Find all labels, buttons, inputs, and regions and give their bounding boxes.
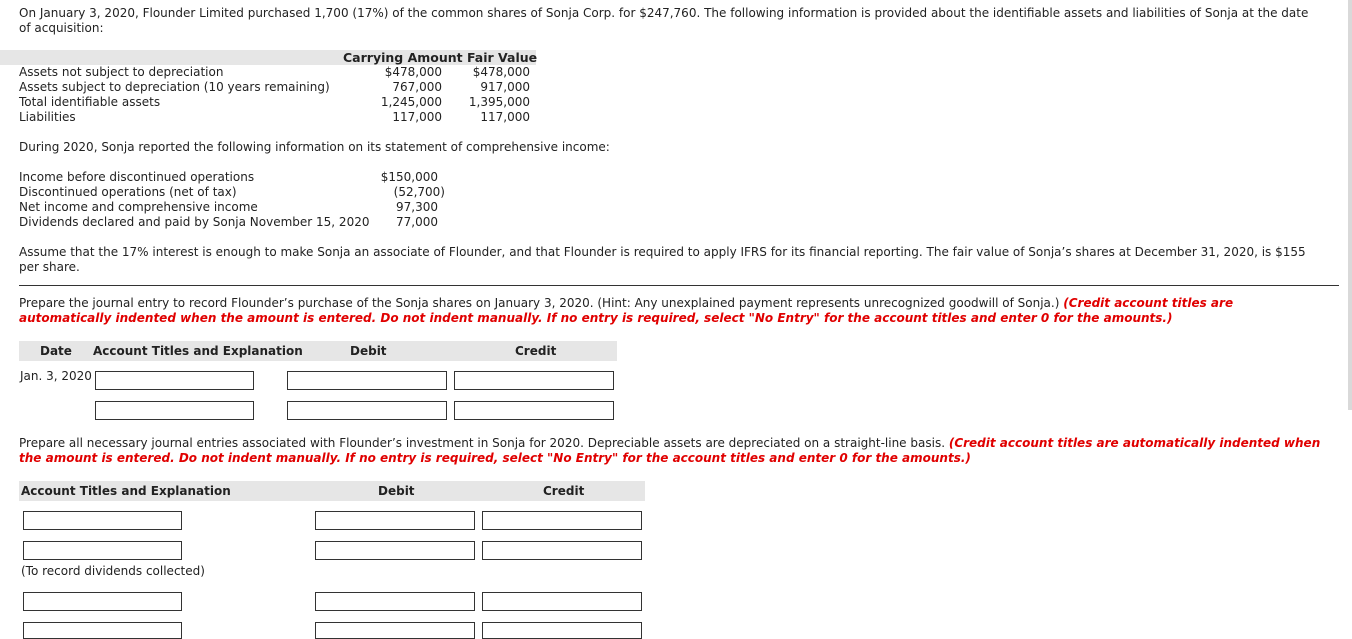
account-title-input[interactable] [23, 511, 182, 530]
during-text: During 2020, Sonja reported the following information on its statement of comprehensive income: [19, 140, 610, 154]
income-row-label: Income before discontinued operations [19, 170, 255, 184]
col-fair-value: Fair Value [467, 50, 538, 65]
income-row-value: 77,000 [396, 215, 438, 229]
entry-date: Jan. 3, 2020 [20, 369, 92, 383]
row-fair: 117,000 [480, 110, 530, 124]
row-fair: 917,000 [480, 80, 530, 94]
debit-input[interactable] [287, 401, 447, 420]
account-title-input[interactable] [95, 371, 254, 390]
credit-input[interactable] [482, 592, 642, 611]
entry-note: (To record dividends collected) [21, 564, 205, 578]
row-label: Liabilities [19, 110, 76, 124]
credit-input[interactable] [454, 401, 614, 420]
debit-input[interactable] [315, 622, 475, 639]
income-row-label: Net income and comprehensive income [19, 200, 258, 214]
account-title-input[interactable] [95, 401, 254, 420]
row-label: Assets not subject to depreciation [19, 65, 224, 79]
q2-note-2: the amount is entered. Do not indent manually. If no entry is required, select "No Entry" for the account titles and enter 0 for the amounts.) [19, 451, 971, 465]
q2-text: Prepare all necessary journal entries associated with Flounder’s investment in Sonja for 2020. Depreciable assets are depreciated on a straight-line basis. [19, 436, 949, 450]
account-title-input[interactable] [23, 541, 182, 560]
debit-input[interactable] [315, 511, 475, 530]
intro-text [19, 6, 1308, 36]
row-carrying: 1,245,000 [380, 95, 442, 109]
assume-line-2: per share. [19, 260, 80, 274]
row-label: Assets subject to depreciation (10 years remaining) [19, 80, 330, 94]
col-credit: Credit [515, 344, 557, 358]
q1-text: Prepare the journal entry to record Flounder’s purchase of the Sonja shares on January 3, 2020. (Hint: Any unexplained payment represents unrecognized goodwill of Sonja.) [19, 296, 1064, 310]
row-carrying: 767,000 [392, 80, 442, 94]
credit-input[interactable] [482, 541, 642, 560]
row-carrying: $478,000 [384, 65, 442, 79]
question-2-instructions [19, 436, 1320, 466]
row-label: Total identifiable assets [19, 95, 161, 109]
col-account-titles: Account Titles and Explanation [21, 484, 231, 498]
q1-note-1: (Credit account titles are [1063, 296, 1234, 310]
intro-line-2: of acquisition: [19, 21, 104, 35]
col-debit: Debit [350, 344, 387, 358]
journal-1-header [19, 341, 617, 361]
q1-note-2: automatically indented when the amount is entered. Do not indent manually. If no entry is required, select "No Entry" for the account titles and enter 0 for the amounts.) [19, 311, 1173, 325]
assume-line-1: Assume that the 17% interest is enough to make Sonja an associate of Flounder, and that Flounder is required to apply IFRS for its financial reporting. The fair value of Sonja’s shares at December 31, 2020, is $155 [19, 245, 1306, 259]
credit-input[interactable] [482, 622, 642, 639]
section-divider [19, 285, 1339, 286]
row-carrying: 117,000 [392, 110, 442, 124]
income-row-value: 97,300 [396, 200, 438, 214]
debit-input[interactable] [287, 371, 447, 390]
col-credit: Credit [543, 484, 585, 498]
income-row-label: Discontinued operations (net of tax) [19, 185, 237, 199]
col-account-titles: Account Titles and Explanation [93, 344, 303, 358]
account-title-input[interactable] [23, 622, 182, 639]
q2-note-1: (Credit account titles are automatically indented when [948, 436, 1321, 450]
row-fair: $478,000 [472, 65, 530, 79]
income-row-value: (52,700) [393, 185, 445, 199]
debit-input[interactable] [315, 592, 475, 611]
intro-line-1: On January 3, 2020, Flounder Limited purchased 1,700 (17%) of the common shares of Sonja Corp. for $247,760. The following information is provided about the identifiable assets and liabilities of Sonja at the date [19, 6, 1309, 20]
question-1-instructions [19, 296, 1233, 326]
assume-text [19, 245, 1306, 275]
col-debit: Debit [378, 484, 415, 498]
credit-input[interactable] [454, 371, 614, 390]
row-fair: 1,395,000 [468, 95, 530, 109]
journal-2-header [19, 481, 645, 501]
page-scrollbar[interactable] [1348, 0, 1352, 410]
income-row-label: Dividends declared and paid by Sonja November 15, 2020 [19, 215, 370, 229]
credit-input[interactable] [482, 511, 642, 530]
income-row-value: $150,000 [380, 170, 438, 184]
col-carrying-amount: Carrying Amount [343, 50, 463, 65]
debit-input[interactable] [315, 541, 475, 560]
account-title-input[interactable] [23, 592, 182, 611]
col-date: Date [40, 344, 72, 358]
